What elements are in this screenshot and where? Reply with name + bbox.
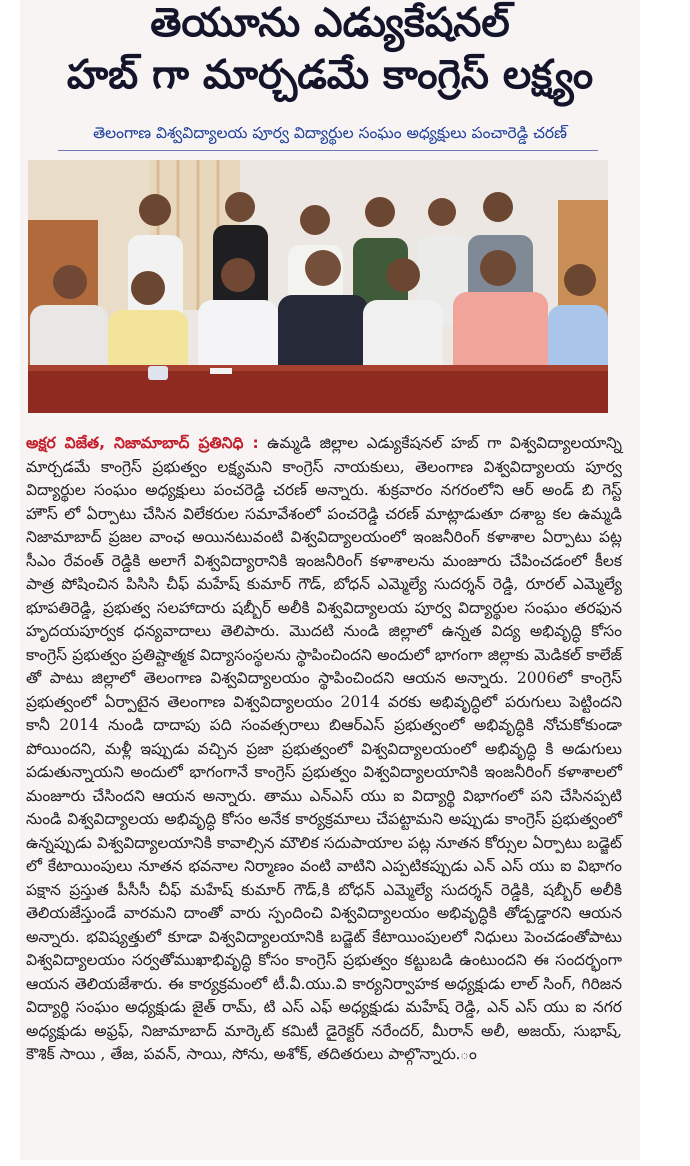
article-body bbox=[26, 432, 622, 1067]
group-photo bbox=[28, 160, 608, 413]
article-body-text: ఉమ్మడి జిల్లాల ఎడ్యుకేషనల్ హబ్ గా విశ్వవిద్యాలయాన్ని మార్చడమే కాంగ్రెస్ ప్రభుత్వం లక్ష్యమని కాంగ్రెస్ నాయకులు, తెలంగాణ విశ్వవిద్యాలయ పూర్వ విద్యార్థుల సంఘం అధ్యక్షులు పంచరెడ్డి చరణ్ అన్నారు. శుక్రవారం నగరంలోని ఆర్ అండ్ బి గెస్ట్ హౌస్ లో ఏర్పాటు చేసిన విలేకరుల సమావేశంలో పంచరెడ్డి చరణ్ మాట్లాడుతూ దశాబ్ద కల ఉమ్మడి నిజామాబాద్ ప్రజల వాంఛ అయినటువంటి విశ్వవిద్యాలయంలో ఇంజనీరింగ్ కళాశాల ఏర్పాటు పట్ల సీఎం రేవంత్ రెడ్డికి అలాగే విశ్వవిద్యారానికి ఇంజనీరింగ్ కళాశాలను మంజూరు చేపించడంలో కీలక పాత్ర పోషించిన పిసిసి చీఫ్ మహేష్ కుమార్ గౌడ్, బోధన్ ఎమ్మెల్యే సుదర్శన్ రెడ్డి, రూరల్ ఎమ్మెల్యే భూపతిరెడ్డి, ప్రభుత్వ సలహాదారు షబ్బీర్ అలీకి విశ్వవిద్యాలయ పూర్వ విద్యార్థుల సంఘం తరఫున హృదయపూర్వక ధన్యవాదాలు తెలిపారు. మొదటి నుండి జిల్లాలో ఉన్నత విద్య అభివృద్ధి కోసం కాంగ్రెస్ ప్రభుత్వం ప్రతిష్టాత్మక విద్యాసంస్థలను స్థాపించిందని అందులో భాగంగా జిల్లాకు మెడికల్ కాలేజ్ తో పాటు జిల్లాలో తెలంగాణ విశ్వవిద్యాలయం స్థాపించిందని ఆయన అన్నారు. 2006లో కాంగ్రెస్ ప్రభుత్వంలో ఏర్పాటైన తెలంగాణ విశ్వవిద్యాలయం 2014 వరకు అభివృద్ధిలో పరుగులు పెట్టిందని కానీ 2014 నుండి దాదాపు పది సంవత్సరాలు బిఆర్ఎస్ ప్రభుత్వంలో అభివృద్ధికి నోచుకోకుండా పోయిందని, మళ్లీ ఇప్పుడు వచ్చిన ప్రజా ప్రభుత్వంలో విశ్వవిద్యాలయంలో అభివృద్ధి కి అడుగులు పడుతున్నాయని అందులో భాగంగానే కాంగ్రెస్ ప్రభుత్వం విశ్వవిద్యాలయానికి ఇంజనీరింగ్ కళాశాలలో మంజూరు చేసిందని ఆయన అన్నారు. తాము ఎన్ఎస్ యు ఐ విద్యార్థి విభాగంలో పని చేసినప్పటి నుండి విశ్వవిద్యాలయ అభివృద్ధి కోసం అనేక కార్యక్రమాలు చేపట్టామని అప్పుడు కాంగ్రెస్ ప్రభుత్వంలో ఉన్నప్పుడు విశ్వవిద్యాలయానికి కావాల్సిన మౌలిక సదుపాయాల పట్ల నూతన కోర్సుల ఏర్పాటు బడ్జెట్ లో కేటాయింపులు నూతన భవనాల నిర్మాణం వంటి వాటిని ఎప్పటికప్పుడు ఎన్ ఎస్ యు ఐ విభాగం పక్షాన ప్రస్తుత పీసీసీ చీఫ్ మహేష్ కుమార్ గౌడ్,కి బోధన్ ఎమ్మెల్యే సుదర్శన్ రెడ్డికి, షబ్బీర్ అలీకి తెలియజేస్తుండే వారమని దాంతో వారు స్పందించి విశ్వవిద్యాలయం అభివృద్ధికి తోడ్పడ్డారని ఆయన అన్నారు. భవిష్యత్తులో కూడా విశ్వవిద్యాలయానికి బడ్జెట్ కేటాయింపులలో నిధులు పెంచడంతోపాటు విశ్వవిద్యాలయం సర్వతోముఖాభివృద్ధి కోసం కాంగ్రెస్ ప్రభుత్వం కట్టుబడి ఉంటుందని ఈ సందర్భంగా ఆయన తెలియజేశారు. ఈ కార్యక్రమంలో టీ.వీ.యు.వి కార్యనిర్వాహక అధ్యక్షుడు లాల్ సింగ్, గిరిజన విద్యార్థి సంఘం అధ్యక్షుడు జైత్ రామ్, టి ఎస్ ఎఫ్ అధ్యక్షుడు మహేష్ రెడ్డి, ఎన్ ఎస్ యు ఐ నగర అధ్యక్షుడు అఫ్రఫ్, నిజామాబాద్ మార్కెట్ కమిటీ డైరెక్టర్ నరేందర్, మీరాన్ అలీ, అజయ్, సుభాష్, కౌశిక్ సాయి , తేజ, పవన్, సాయి, సోను, అశోక్, తదితరులు పాల్గొన్నారు.ం bbox=[26, 434, 623, 1063]
subheadline: తెలంగాణ విశ్వవిద్యాలయ పూర్వ విద్యార్థుల సంఘం అధ్యక్షులు పంచారెడ్డి చరణ్ bbox=[93, 124, 567, 142]
headline-line-2: హబ్ గా మార్చడమే కాంగ్రెస్ లక్ష్యం bbox=[66, 52, 594, 98]
dateline: అక్షర విజేత, నిజామాబాద్ ప్రతినిధి : bbox=[26, 434, 259, 452]
headline-line-1: తెయూను ఎడ్యుకేషనల్ bbox=[150, 0, 510, 46]
press-meet-photo-illustration bbox=[28, 160, 608, 413]
subhead-underline bbox=[58, 150, 598, 151]
